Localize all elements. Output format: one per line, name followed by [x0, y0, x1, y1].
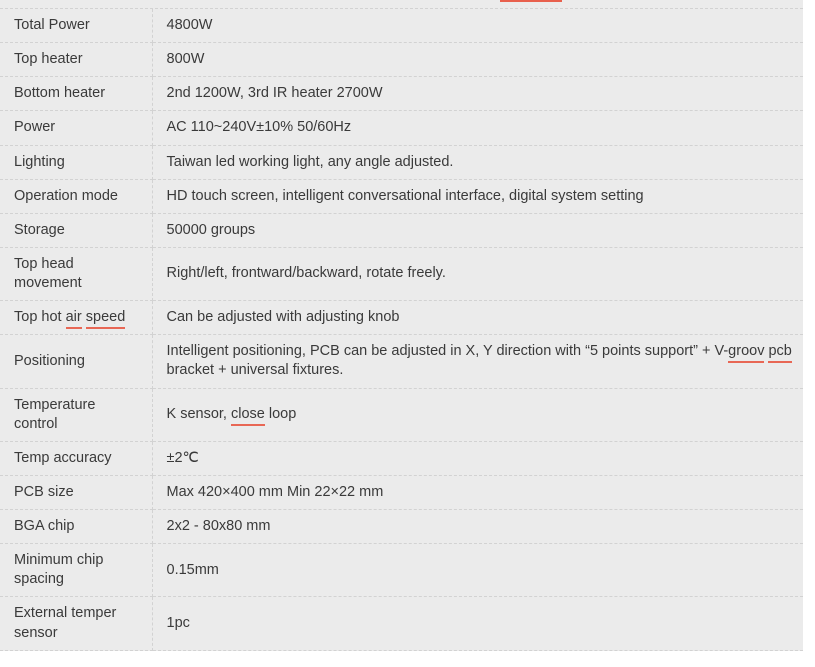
table-row: [0, 179, 803, 213]
table-row: [0, 597, 803, 650]
table-row: [0, 43, 803, 77]
row-value: AC 110~240V±10% 50/60Hz: [152, 111, 803, 145]
row-label: Temp accuracy: [0, 441, 152, 475]
table-row: [0, 441, 803, 475]
row-label: External temper sensor: [0, 597, 152, 650]
row-value: 4800W: [152, 9, 803, 43]
specifications-table: [0, 9, 803, 651]
row-label: Minimum chip spacing: [0, 544, 152, 597]
table-row: [0, 301, 803, 335]
row-label: Top heater: [0, 43, 152, 77]
table-row: [0, 77, 803, 111]
table-row: [0, 544, 803, 597]
table-row: [0, 475, 803, 509]
row-label: Total Power: [0, 9, 152, 43]
row-value: 1pc: [152, 597, 803, 650]
table-row: [0, 145, 803, 179]
row-label: BGA chip: [0, 510, 152, 544]
row-value: Max 420×400 mm Min 22×22 mm: [152, 475, 803, 509]
row-value: Right/left, frontward/backward, rotate freely.: [152, 247, 803, 300]
row-label: Operation mode: [0, 179, 152, 213]
right-margin: [803, 0, 815, 667]
row-value: 50000 groups: [152, 213, 803, 247]
row-label: Positioning: [0, 335, 152, 388]
row-value: 800W: [152, 43, 803, 77]
row-label: Lighting: [0, 145, 152, 179]
table-row: [0, 213, 803, 247]
row-value: Intelligent positioning, PCB can be adjusted in X, Y direction with “5 points support” + V-groov pcb bracket + universal fixtures.: [152, 335, 803, 388]
table-row: [0, 247, 803, 300]
row-label: Bottom heater: [0, 77, 152, 111]
row-label: PCB size: [0, 475, 152, 509]
table-row: [0, 335, 803, 388]
row-value: ±2℃: [152, 441, 803, 475]
row-label: Top head movement: [0, 247, 152, 300]
row-value: 0.15mm: [152, 544, 803, 597]
spellcheck-underline-mark: [500, 0, 562, 2]
row-value: K sensor, close loop: [152, 388, 803, 441]
table-top-partial-row: [0, 0, 803, 9]
row-value: 2x2 - 80x80 mm: [152, 510, 803, 544]
table-row: [0, 510, 803, 544]
table-row: [0, 388, 803, 441]
row-value: Taiwan led working light, any angle adjusted.: [152, 145, 803, 179]
table-row: [0, 9, 803, 43]
table-row: [0, 111, 803, 145]
row-value: Can be adjusted with adjusting knob: [152, 301, 803, 335]
row-value: HD touch screen, intelligent conversational interface, digital system setting: [152, 179, 803, 213]
row-label: Top hot air speed: [0, 301, 152, 335]
row-label: Temperature control: [0, 388, 152, 441]
row-label: Power: [0, 111, 152, 145]
row-label: Storage: [0, 213, 152, 247]
row-value: 2nd 1200W, 3rd IR heater 2700W: [152, 77, 803, 111]
